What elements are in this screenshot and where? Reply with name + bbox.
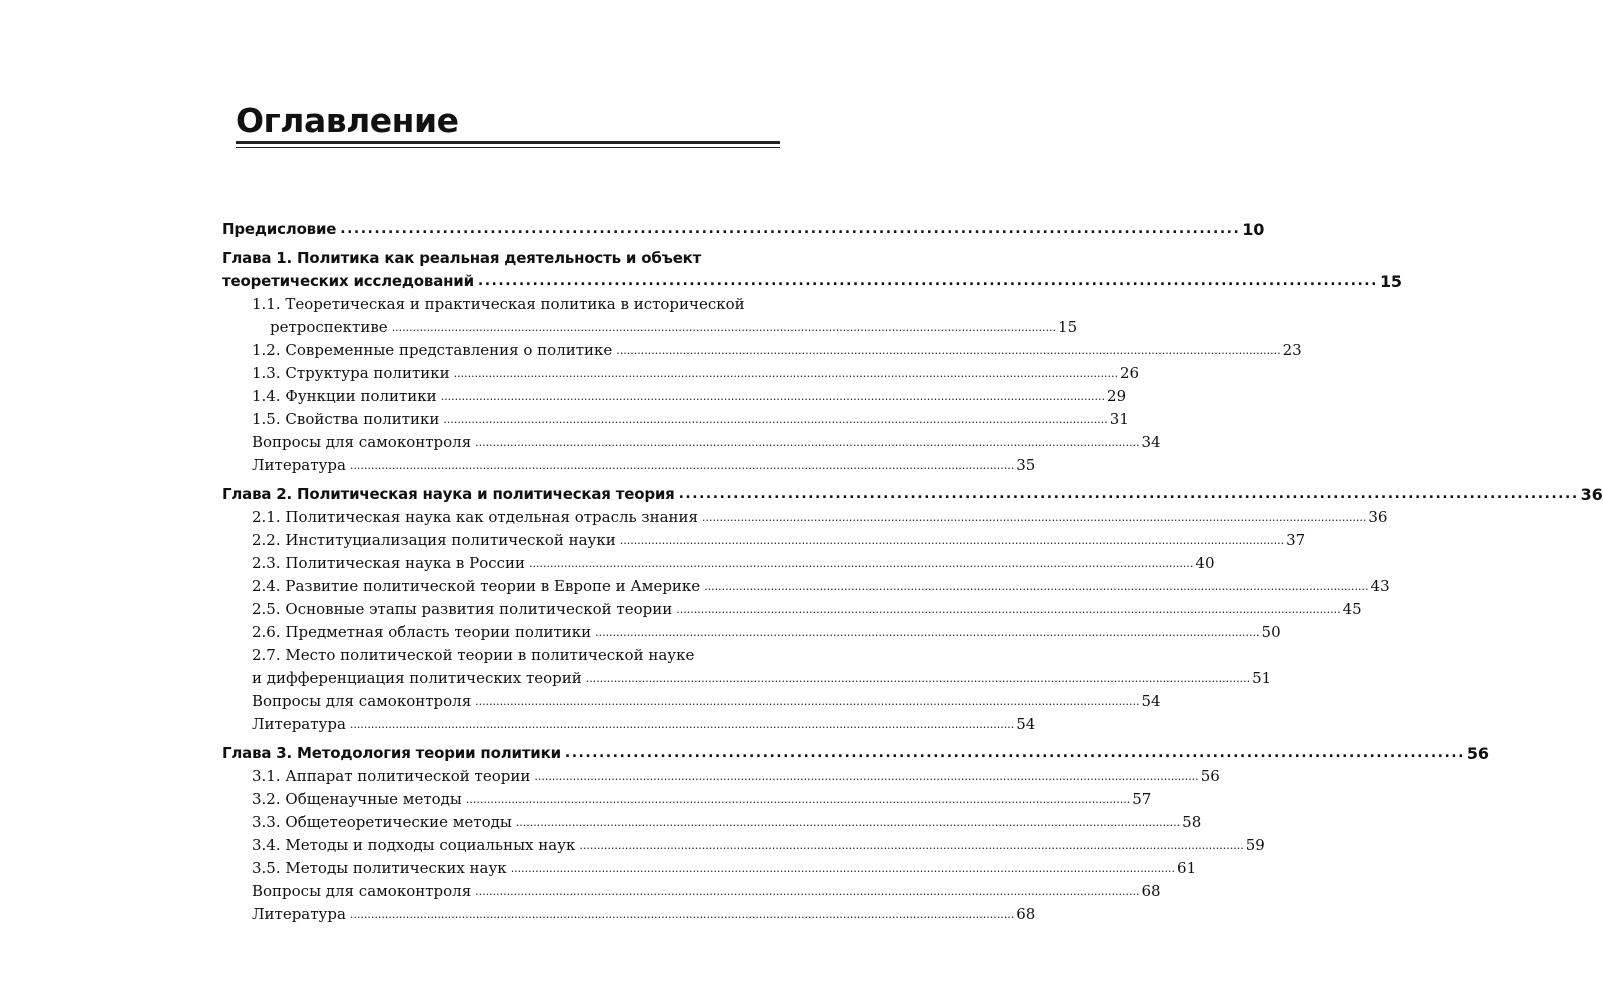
toc-entry-page: 15 (1379, 272, 1402, 291)
toc-entry-label: Предисловие (222, 218, 338, 241)
toc-entry-page: 15 (1058, 316, 1077, 339)
toc-entry-section-1-2[interactable] (222, 339, 1302, 362)
toc-entry-page: 68 (1142, 880, 1161, 903)
toc-entry-label-line1: Глава 1. Политика как реальная деятельность и объект (222, 249, 702, 267)
toc-entry-label: 2.2. Институциализация политической науки (252, 529, 618, 552)
toc-entry-label: 2.3. Политическая наука в России (252, 552, 527, 575)
toc-page (222, 0, 1603, 1000)
toc-entry-section-2-5[interactable] (222, 598, 1362, 621)
toc-entry-label: 1.2. Современные представления о политике (252, 339, 614, 362)
toc-entry-page: 10 (1242, 220, 1265, 239)
dot-leader: .............................................................................................................................................................................................. (595, 626, 1260, 639)
toc-entry-label-line2: теоретических исследований (222, 270, 476, 293)
dot-leader: .............................................................................................................................................................................................. (443, 413, 1108, 426)
toc-entry-literature-2[interactable] (222, 713, 1036, 736)
toc-entry-label-line2: ретроспективе (270, 316, 390, 339)
toc-entry-label: Литература (252, 713, 348, 736)
toc-entry-chapter-2[interactable] (222, 483, 1603, 506)
toc-entry-label: 1.4. Функции политики (252, 385, 439, 408)
toc-entry-page: 36 (1368, 506, 1387, 529)
toc-entry-page: 29 (1107, 385, 1126, 408)
dot-leader: .............................................................................................................................................................................................. (391, 321, 1057, 334)
toc-entry-page: 40 (1195, 552, 1214, 575)
dot-leader: .............................................................................................................................................................................................. (585, 672, 1251, 685)
toc-entry-section-3-4[interactable] (222, 834, 1265, 857)
dot-leader: .............................................................................................................................................................................................. (579, 839, 1244, 852)
toc-entry-literature-1[interactable] (222, 454, 1036, 477)
toc-entry-page: 68 (1016, 903, 1035, 926)
toc-entry-page: 54 (1142, 690, 1161, 713)
toc-entry-label: Литература (252, 903, 348, 926)
dot-leader: .............................................................................................................................................................................................. (349, 459, 1015, 472)
toc-entry-section-2-4[interactable] (222, 575, 1390, 598)
toc-entry-page: 61 (1177, 857, 1196, 880)
toc-entry-label: Глава 3. Методология теории политики (222, 742, 563, 765)
toc-entry-label: 3.1. Аппарат политической теории (252, 765, 532, 788)
dot-leader: .............................................................................................................................................................................................. (704, 580, 1369, 593)
toc-entry-preface[interactable] (222, 218, 1265, 241)
dot-leader: .............................................................................................................................................................................................. (510, 862, 1176, 875)
toc-entry-label: Литература (252, 454, 348, 477)
toc-entry-label-line1: 2.7. Место политической теории в политической науке (252, 646, 695, 664)
toc-entry-page: 36 (1580, 485, 1603, 504)
table-of-contents (222, 217, 1603, 926)
toc-entry-section-2-3[interactable] (222, 552, 1215, 575)
toc-entry-section-2-2[interactable] (222, 529, 1306, 552)
toc-entry-page: 50 (1262, 621, 1281, 644)
toc-entry-label: 1.3. Структура политики (252, 362, 452, 385)
toc-entry-label: Вопросы для самоконтроля (252, 431, 473, 454)
toc-entry-label: 2.5. Основные этапы развития политической теории (252, 598, 674, 621)
toc-entry-section-3-5[interactable] (222, 857, 1197, 880)
dot-leader: .................................................................................................................................... (477, 273, 1378, 289)
toc-entry-label: 2.4. Развитие политической теории в Европе и Америке (252, 575, 702, 598)
toc-entry-page: 35 (1016, 454, 1035, 477)
toc-entry-questions-1[interactable] (222, 431, 1161, 454)
dot-leader: .............................................................................................................................................................................................. (529, 557, 1194, 570)
title-rule-thin (236, 147, 780, 148)
toc-entry-questions-2[interactable] (222, 690, 1161, 713)
dot-leader: .............................................................................................................................................................................................. (534, 770, 1199, 783)
toc-entry-page: 54 (1016, 713, 1035, 736)
page-title: Оглавление (236, 101, 459, 140)
toc-entry-label: 3.4. Методы и подходы социальных наук (252, 834, 577, 857)
toc-entry-page: 31 (1110, 408, 1129, 431)
toc-entry-section-1-5[interactable] (222, 408, 1129, 431)
dot-leader: .................................................................................................................................... (678, 486, 1579, 502)
toc-entry-page: 56 (1201, 765, 1220, 788)
toc-entry-label: 3.5. Методы политических наук (252, 857, 509, 880)
toc-entry-label: Вопросы для самоконтроля (252, 880, 473, 903)
toc-entry-label: 1.5. Свойства политики (252, 408, 441, 431)
toc-entry-page: 59 (1246, 834, 1265, 857)
toc-entry-label: Вопросы для самоконтроля (252, 690, 473, 713)
toc-entry-section-2-6[interactable] (222, 621, 1281, 644)
toc-entry-page: 56 (1466, 744, 1489, 763)
toc-entry-page: 37 (1286, 529, 1305, 552)
dot-leader: .............................................................................................................................................................................................. (349, 718, 1015, 731)
dot-leader: .............................................................................................................................................................................................. (349, 908, 1015, 921)
toc-entry-label-line1: 1.1. Теоретическая и практическая политика в исторической (252, 295, 745, 313)
toc-entry-label: Глава 2. Политическая наука и политическая теория (222, 483, 677, 506)
dot-leader: .............................................................................................................................................................................................. (616, 344, 1281, 357)
dot-leader: .............................................................................................................................................................................................. (676, 603, 1341, 616)
toc-entry-section-3-3[interactable] (222, 811, 1202, 834)
toc-entry-label: 2.6. Предметная область теории политики (252, 621, 593, 644)
toc-entry-section-3-1[interactable] (222, 765, 1220, 788)
toc-entry-chapter-1[interactable] (222, 247, 1402, 293)
toc-entry-page: 34 (1142, 431, 1161, 454)
dot-leader: .............................................................................................................................................................................................. (475, 436, 1140, 449)
toc-entry-page: 23 (1283, 339, 1302, 362)
toc-entry-page: 58 (1182, 811, 1201, 834)
toc-entry-label-line2: и дифференциация политических теорий (252, 667, 584, 690)
toc-entry-page: 43 (1371, 575, 1390, 598)
toc-entry-label: 2.1. Политическая наука как отдельная отрасль знания (252, 506, 700, 529)
toc-entry-section-1-1[interactable] (222, 293, 1078, 339)
toc-entry-section-2-1[interactable] (222, 506, 1388, 529)
dot-leader: .............................................................................................................................................................................................. (619, 534, 1285, 547)
toc-entry-page: 26 (1120, 362, 1139, 385)
toc-entry-questions-3[interactable] (222, 880, 1161, 903)
toc-entry-section-2-7[interactable] (222, 644, 1272, 690)
toc-entry-section-1-3[interactable] (222, 362, 1140, 385)
dot-leader: .............................................................................................................................................................................................. (475, 885, 1140, 898)
toc-entry-page: 45 (1343, 598, 1362, 621)
toc-entry-section-3-2[interactable] (222, 788, 1152, 811)
dot-leader: .............................................................................................................................................................................................. (702, 511, 1367, 524)
dot-leader: .............................................................................................................................................................................................. (465, 793, 1131, 806)
dot-leader: .............................................................................................................................................................................................. (453, 367, 1118, 380)
dot-leader: .................................................................................................................................... (564, 745, 1465, 761)
dot-leader: .............................................................................................................................................................................................. (440, 390, 1106, 403)
toc-entry-label: 3.2. Общенаучные методы (252, 788, 464, 811)
toc-entry-page: 57 (1132, 788, 1151, 811)
toc-entry-label: 3.3. Общетеоретические методы (252, 811, 514, 834)
dot-leader: .................................................................................................................................... (340, 221, 1241, 237)
dot-leader: .............................................................................................................................................................................................. (515, 816, 1181, 829)
title-rule-thick (236, 141, 780, 144)
toc-entry-chapter-3[interactable] (222, 742, 1489, 765)
toc-entry-section-1-4[interactable] (222, 385, 1127, 408)
toc-entry-page: 51 (1252, 667, 1271, 690)
dot-leader: .............................................................................................................................................................................................. (475, 695, 1140, 708)
toc-entry-literature-3[interactable] (222, 903, 1036, 926)
